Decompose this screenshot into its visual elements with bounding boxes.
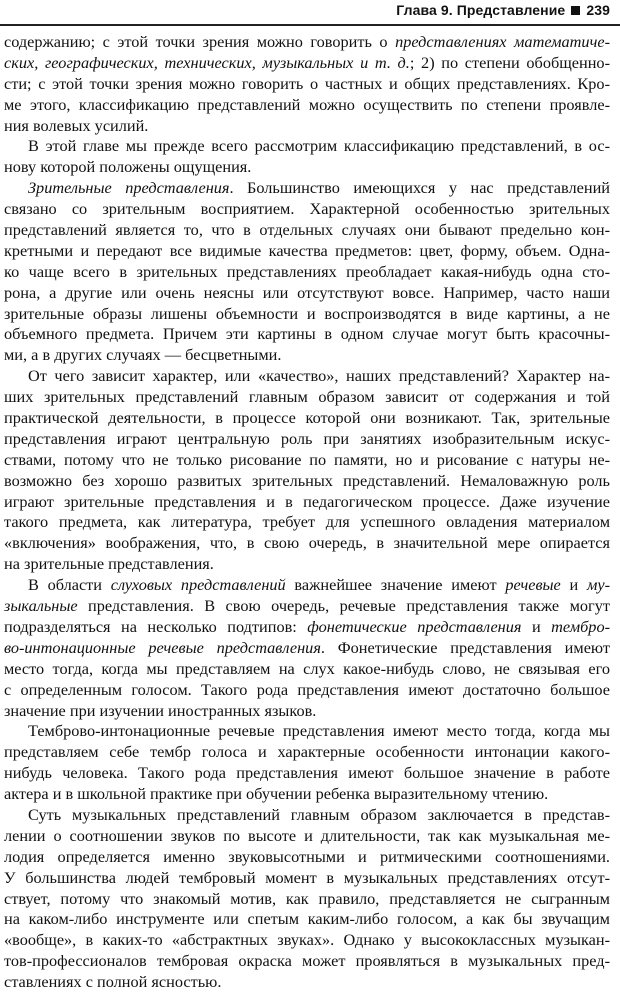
text-line <box>4 95 610 116</box>
text-segment: Темброво-интонационные речевые представления имеют место тогда, когда мы <box>28 721 610 741</box>
text-line <box>4 53 610 74</box>
text-segment: ме этого, классификацию представлений можно осуществить по степени проявле- <box>4 94 610 114</box>
text-segment: представляем себе тембр голоса и характерные особенности интонации какого- <box>4 742 610 762</box>
text-segment: рона, а другие или очень неясны или отсутствуют вовсе. Например, часто наши <box>4 282 610 302</box>
text-segment: В этой главе мы прежде всего рассмотрим классификацию представлений, в ос- <box>28 136 610 156</box>
text-segment: От чего зависит характер, или «качество», наших представлений? Характер на- <box>28 366 610 386</box>
italic-term: зыкальные <box>4 596 78 616</box>
text-segment: «вообще», в каких-то «абстрактных звуках». Однако у высококлассных музыкан- <box>4 930 610 950</box>
text-line <box>4 805 610 826</box>
text-line <box>4 324 610 345</box>
text-line <box>4 554 610 575</box>
text-segment: представления играют центральную роль при занятиях изобразительным искус- <box>4 428 610 448</box>
text-segment: важнейшее значение имеют <box>285 575 506 595</box>
italic-term: ских, географических, технических, музыкальных и т. д. <box>4 52 410 72</box>
text-segment: такого предмета, как литература, требует для успешного овладения материалом <box>4 512 610 532</box>
page-header <box>0 0 620 26</box>
text-segment: нову которой положены ощущения. <box>4 157 252 177</box>
text-segment: возможно без хорошо развитых зрительных представлений. Немаловажную роль <box>4 470 610 490</box>
running-head <box>396 2 610 18</box>
text-line <box>4 492 610 513</box>
text-line <box>4 659 610 680</box>
text-segment: Суть музыкальных представлений главным образом заключается в представ- <box>28 804 610 824</box>
italic-term: слуховых представлений <box>110 575 286 595</box>
text-segment: объемного предмета. Причем эти картины в одном случае могут быть красочны- <box>4 324 610 344</box>
text-line <box>4 742 610 763</box>
text-line <box>4 387 610 408</box>
text-segment: значение при изучении иностранных языков. <box>4 700 317 720</box>
text-segment: тов-профессионалов тембровая окраска может проявляться в музыкальных пред- <box>4 951 610 971</box>
text-segment: на каком-либо инструменте или спетым каким-либо голосом, а как бы звучащим <box>4 909 610 929</box>
text-line <box>4 533 610 554</box>
text-line <box>4 909 610 930</box>
text-segment: актера и в школьной практике при обучении ребенка выразительному чтению. <box>4 784 549 804</box>
text-line <box>4 304 610 325</box>
text-segment: лении о соотношении звуков по высоте и длительности, так как музыкальная ме- <box>4 825 610 845</box>
text-segment: ших зрительных представлений главным образом зависит от содержания и той <box>4 387 610 407</box>
text-line <box>4 157 610 178</box>
text-segment: на зрительные представления. <box>4 554 214 574</box>
text-line <box>4 471 610 492</box>
text-line <box>4 262 610 283</box>
text-line <box>4 763 610 784</box>
text-line <box>4 930 610 951</box>
text-line <box>4 32 610 53</box>
text-segment: и <box>521 616 552 636</box>
text-line <box>4 450 610 471</box>
text-line <box>4 178 610 199</box>
text-line <box>4 868 610 889</box>
text-segment: В области <box>28 575 111 595</box>
text-segment: ставлениях с полной ясностью. <box>4 972 222 992</box>
text-line <box>4 74 610 95</box>
body-text <box>4 32 610 993</box>
text-line <box>4 617 610 638</box>
text-line <box>4 408 610 429</box>
text-segment: ния волевых усилий. <box>4 115 149 135</box>
text-segment: играют зрительные представления и в педагогическом процессе. Даже изучение <box>4 491 610 511</box>
text-line <box>4 721 610 742</box>
text-segment: лодия определяется именно звуковысотными и ритмическими соотношениями. <box>4 846 610 866</box>
text-segment: . Большинство имеющихся у нас представлений <box>229 178 610 198</box>
text-line <box>4 429 610 450</box>
italic-term: речевые <box>505 575 561 595</box>
italic-term: Зрительные представления <box>28 178 230 198</box>
text-line <box>4 199 610 220</box>
text-line <box>4 847 610 868</box>
text-segment: подразделяться на несколько подтипов: <box>4 616 308 636</box>
text-line <box>4 972 610 993</box>
italic-term: представлениях математиче- <box>395 32 610 51</box>
text-line <box>4 951 610 972</box>
text-line <box>4 136 610 157</box>
text-segment: ; 2) по степени обобщенно- <box>409 52 610 72</box>
text-segment: представлений является то, что в отдельных случаях они бывают предельно кон- <box>4 220 610 240</box>
italic-term: фонетические представления <box>307 616 522 636</box>
text-line <box>4 345 610 366</box>
text-segment: содержанию; с этой точки зрения можно говорить о <box>4 32 396 51</box>
text-line <box>4 596 610 617</box>
text-segment: кретными и передают все видимые качества предметов: цвет, форму, объем. Одна- <box>4 240 610 260</box>
text-line <box>4 784 610 805</box>
text-segment: место тогда, когда мы представляем на слух какое-нибудь слово, не связывая его <box>4 658 610 678</box>
text-segment: сти; с этой точки зрения можно говорить о частных и общих представлениях. Кро- <box>4 73 610 93</box>
text-line <box>4 241 610 262</box>
text-segment: представления. В свою очередь, речевые представления также могут <box>77 596 610 616</box>
text-line <box>4 220 610 241</box>
text-segment: «включения» воображения, что, в свою очередь, в значительной мере опирается <box>4 533 610 553</box>
text-segment: нибудь человека. Такого рода представления имеют большое значение в работе <box>4 763 610 783</box>
italic-term: тембро- <box>551 616 610 636</box>
chapter-title: Глава 9. Представление <box>396 2 566 18</box>
text-line <box>4 889 610 910</box>
text-segment: ствует, потому что знакомый мотив, как правило, представляется не сыгранным <box>4 888 610 908</box>
text-segment: ствами, потому что не только рисование по памяти, но и рисование с натуры не- <box>4 449 610 469</box>
text-line <box>4 701 610 722</box>
text-line <box>4 680 610 701</box>
text-segment: с определенным голосом. Такого рода представления имеют достаточно большое <box>4 679 610 699</box>
text-line <box>4 366 610 387</box>
text-line <box>4 575 610 596</box>
text-segment: и <box>560 575 587 595</box>
text-line <box>4 512 610 533</box>
text-segment: ми, а в других случаях — бесцветными. <box>4 345 282 365</box>
page-number: 239 <box>586 2 610 18</box>
text-line <box>4 116 610 137</box>
text-segment: . Фонетические представления имеют <box>320 637 610 657</box>
italic-term: му- <box>586 575 610 595</box>
italic-term: во-интонационные речевые представления <box>4 637 321 657</box>
text-segment: связано со зрительным восприятием. Характерной особенностью зрительных <box>4 199 610 219</box>
text-line <box>4 283 610 304</box>
square-bullet-icon <box>571 6 580 15</box>
text-segment: У большинства людей тембровый момент в музыкальных представлениях отсут- <box>4 867 610 887</box>
text-segment: ко чаще всего в зрительных представлениях преобладает какая-нибудь одна сто- <box>4 261 610 281</box>
text-segment: практической деятельности, в процессе которой они возникают. Так, зрительные <box>4 408 610 428</box>
text-line <box>4 638 610 659</box>
text-line <box>4 826 610 847</box>
text-segment: зрительные образы лишены объемности и воспроизводятся в виде картины, а не <box>4 303 610 323</box>
